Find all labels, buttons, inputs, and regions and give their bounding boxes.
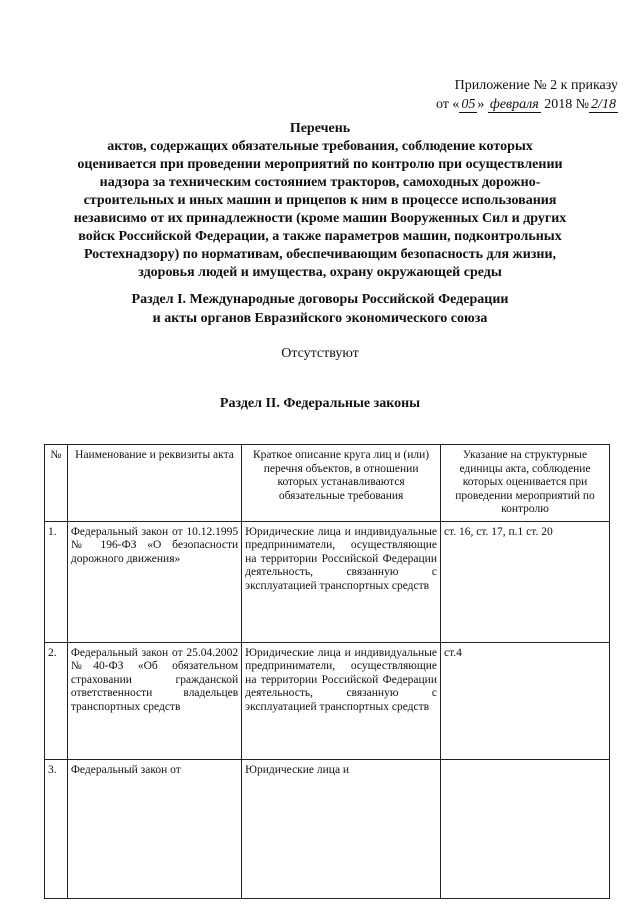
row-number: 2. — [45, 642, 68, 759]
header-units: Указание на структурные единицы акта, соблюдение которых оценивается при проведении мероприятий по контролю — [441, 445, 610, 522]
table-header-row — [45, 445, 610, 522]
header-act-name: Наименование и реквизиты акта — [67, 445, 241, 522]
section-1-line1: Раздел I. Международные договоры Российской Федерации — [131, 292, 509, 307]
appendix-close-quote: » — [477, 97, 485, 112]
section-1-heading — [0, 290, 640, 328]
row-act: Федеральный закон от 25.04.2002 №40-ФЗ «Об обязательном страховании гражданской ответственности владельцев транспортных средств — [67, 642, 241, 759]
section-1-status: Отсутствуют — [281, 346, 359, 361]
appendix-day: 05 — [461, 97, 476, 112]
row-units: ст.4 — [441, 642, 610, 759]
acts-table — [44, 444, 610, 899]
row-act: Федеральный закон от 10.12.1995 № 196-ФЗ «О безопасности дорожного движения» — [67, 521, 241, 642]
title-line: Ростехнадзору) по нормативам, обеспечивающим безопасность для жизни, — [83, 247, 557, 262]
row-units: ст. 16, ст. 17, п.1 ст. 20 — [441, 521, 610, 642]
row-description: Юридические лица и индивидуальные предприниматели, осуществляющие на территории Российской Федерации деятельность, связанную с эксплуатацией транспортных средств — [242, 521, 441, 642]
appendix-from: от « — [435, 97, 460, 112]
table-row — [45, 642, 610, 759]
row-description: Юридические лица и — [242, 759, 441, 898]
appendix-line1: Приложение № 2 к приказу — [454, 78, 618, 93]
appendix-note — [436, 76, 618, 114]
title-line: здоровья людей и имущества, охрану окружающей среды — [138, 265, 502, 280]
header-description: Краткое описание круга лиц и (или) перечня объектов, в отношении которых устанавливаются обязательные требования — [242, 445, 441, 522]
title-line: независимо от их принадлежности (кроме машин Вооруженных Сил и других — [73, 211, 567, 226]
section-1-line2: и акты органов Евразийского экономического союза — [152, 311, 488, 326]
appendix-number: 2/18 — [591, 97, 616, 112]
appendix-line2 — [436, 95, 618, 114]
title-line: надзора за техническим состоянием тракторов, самоходных дорожно- — [99, 175, 541, 190]
title-line: строительных и иных машин и прицепов к ним в процессе использования — [83, 193, 557, 208]
row-description: Юридические лица и индивидуальные предприниматели, осуществляющие на территории Российской Федерации деятельность, связанную с эксплуатацией транспортных средств — [242, 642, 441, 759]
title-line: оценивается при проведении мероприятий по контролю при осуществлении — [77, 157, 563, 172]
table-row — [45, 521, 610, 642]
title-line: актов, содержащих обязательные требования, соблюдение которых — [107, 139, 533, 154]
title-line: войск Российской Федерации, а также параметров машин, подконтрольных — [78, 229, 562, 244]
section-2-heading: Раздел II. Федеральные законы — [219, 396, 421, 411]
row-number: 3. — [45, 759, 68, 898]
title-heading: Перечень — [289, 121, 351, 136]
row-units — [441, 759, 610, 898]
table-row — [45, 759, 610, 898]
row-number: 1. — [45, 521, 68, 642]
appendix-month: февраля — [489, 97, 539, 112]
row-act: Федеральный закон от — [67, 759, 241, 898]
document-title — [0, 120, 640, 282]
appendix-year: 2018 № — [544, 97, 590, 112]
header-number: № — [45, 445, 68, 522]
